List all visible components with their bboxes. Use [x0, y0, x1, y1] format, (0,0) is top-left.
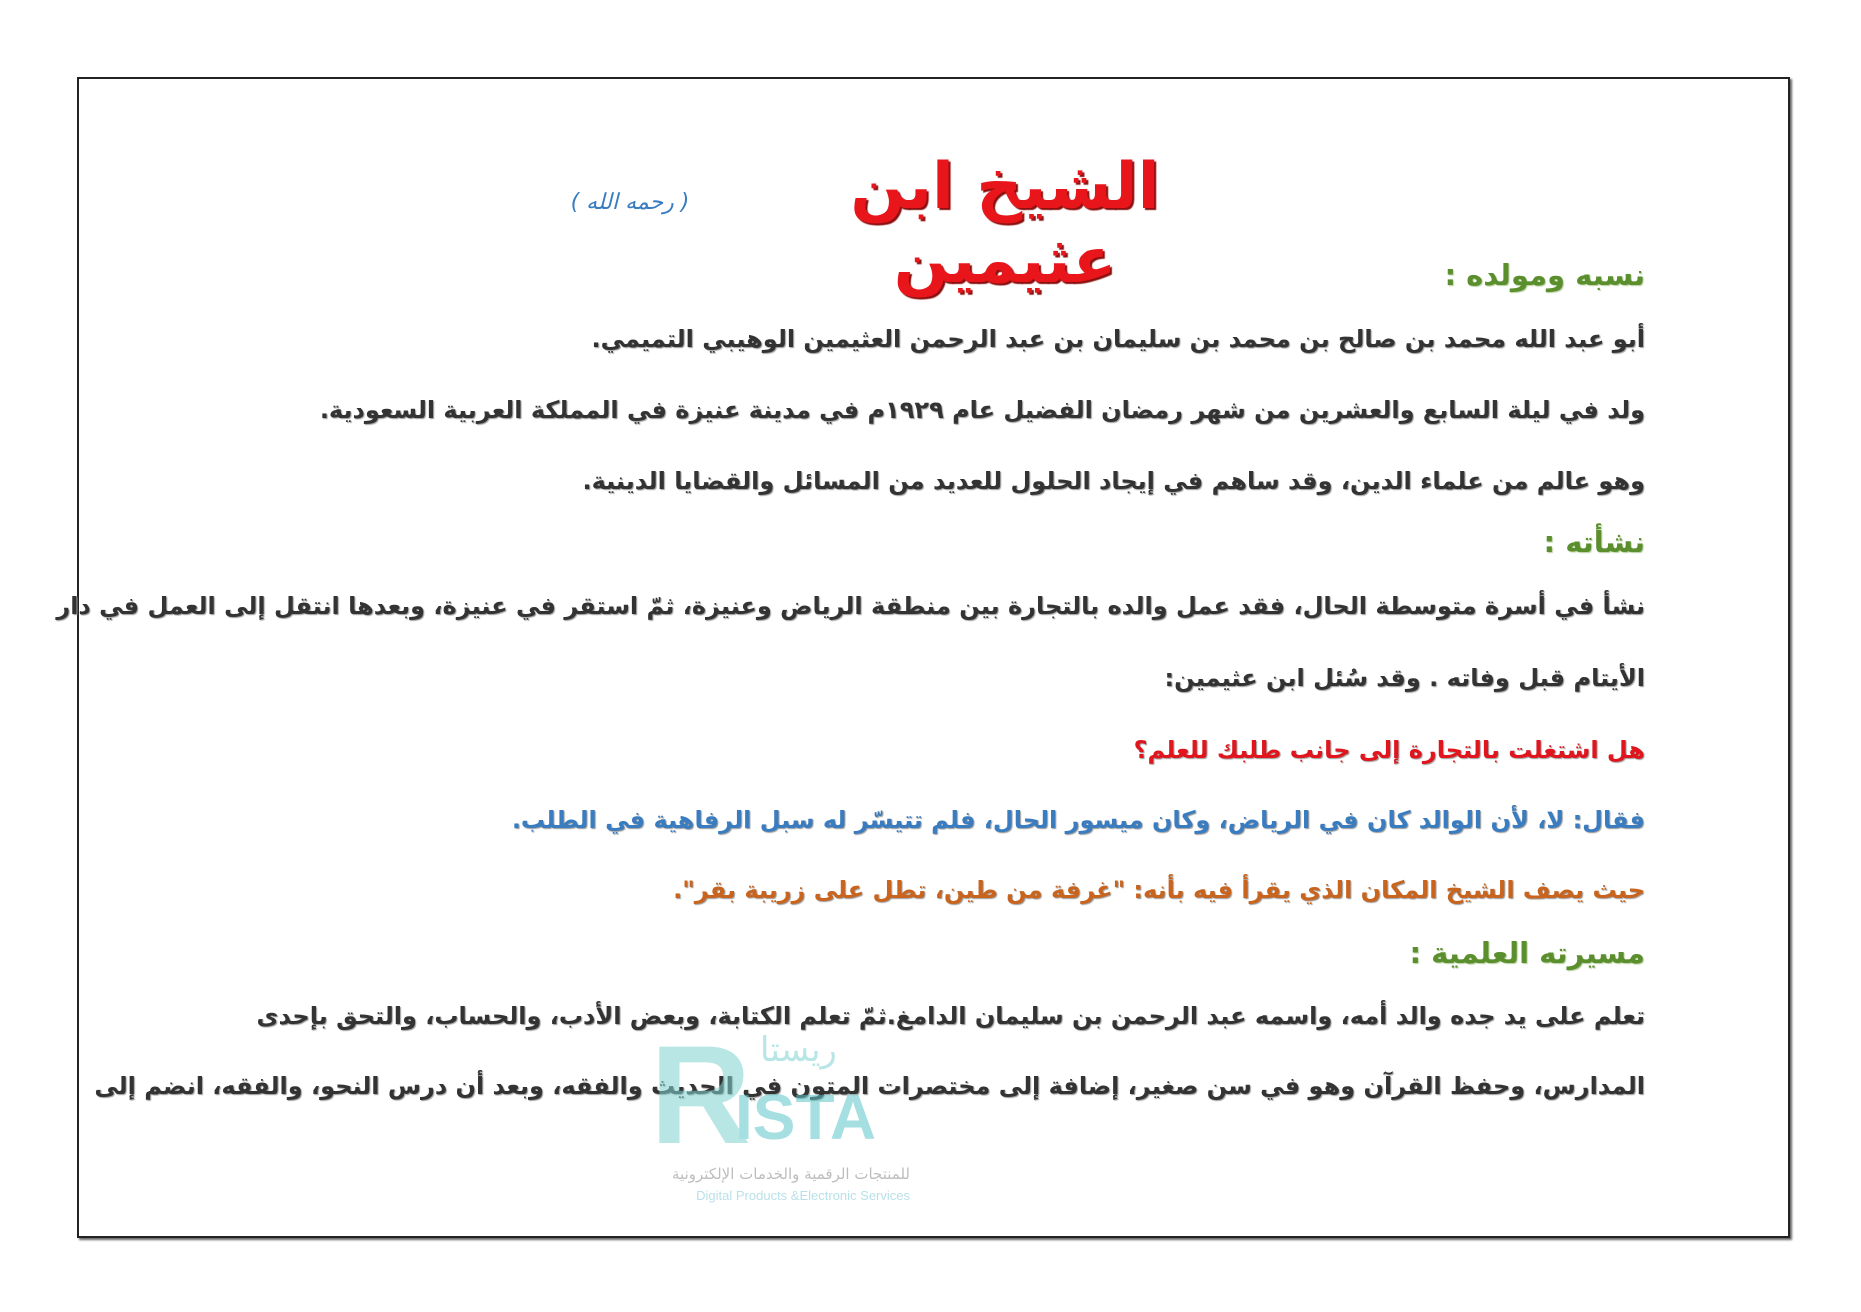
- paragraph-line: المدارس، وحفظ القرآن وهو في سن صغير، إضافة إلى مختصرات المتون في الحديث والفقه، وبعد أن درس النحو، والفقه، انضم إلى: [94, 1072, 1645, 1100]
- watermark-logo: [640, 1016, 920, 1173]
- heading-scholarly-path: مسيرته العلمية :: [1409, 936, 1645, 970]
- paragraph-line: أبو عبد الله محمد بن صالح بن محمد بن سليمان بن عبد الرحمن العثيمين الوهيبي التميمي.: [591, 325, 1645, 353]
- question-line: هل اشتغلت بالتجارة إلى جانب طلبك للعلم؟: [1133, 736, 1645, 764]
- watermark: [640, 1016, 920, 1210]
- watermark-tagline-en: Digital Products &Electronic Services: [696, 1188, 910, 1203]
- watermark-brand-ar: ريستا: [760, 1030, 837, 1070]
- paragraph-line: الأيتام قبل وفاته . وقد سُئل ابن عثيمين:: [1164, 664, 1645, 692]
- honorific: ( رحمه الله ): [570, 190, 690, 215]
- paragraph-line: وهو عالم من علماء الدين، وقد ساهم في إيجاد الحلول للعديد من المسائل والقضايا الدينية.: [582, 467, 1645, 495]
- heading-upbringing: نشأته :: [1543, 525, 1645, 559]
- page-title: الشيخ ابن عثيمين: [850, 150, 1160, 298]
- answer-line: فقال: لا، لأن الوالد كان في الرياض، وكان ميسور الحال، فلم تتيسّر له سبل الرفاهية في الطلب.: [511, 806, 1645, 834]
- watermark-r-glyph: R: [650, 1016, 752, 1173]
- quote-line: حيث يصف الشيخ المكان الذي يقرأ فيه بأنه: "غرفة من طين، تطل على زريبة بقر".: [673, 876, 1645, 904]
- watermark-brand-en: ISTA: [735, 1081, 877, 1153]
- paragraph-line: نشأ في أسرة متوسطة الحال، فقد عمل والده بالتجارة بين منطقة الرياض وعنيزة، ثمّ استقر في عنيزة، وبعدها انتقل إلى العمل في دار: [56, 592, 1645, 620]
- paragraph-line: تعلم على يد جده والد أمه، واسمه عبد الرحمن بن سليمان الدامغ.ثمّ تعلم الكتابة، وبعض الأدب، والحساب، والتحق بإحدى: [256, 1002, 1645, 1030]
- paragraph-line: ولد في ليلة السابع والعشرين من شهر رمضان الفضيل عام ١٩٢٩م في مدينة عنيزة في المملكة العربية السعودية.: [319, 396, 1645, 424]
- heading-lineage: نسبه ومولده :: [1444, 258, 1645, 292]
- watermark-tagline-ar: للمنتجات الرقمية والخدمات الإلكترونية: [672, 1165, 910, 1183]
